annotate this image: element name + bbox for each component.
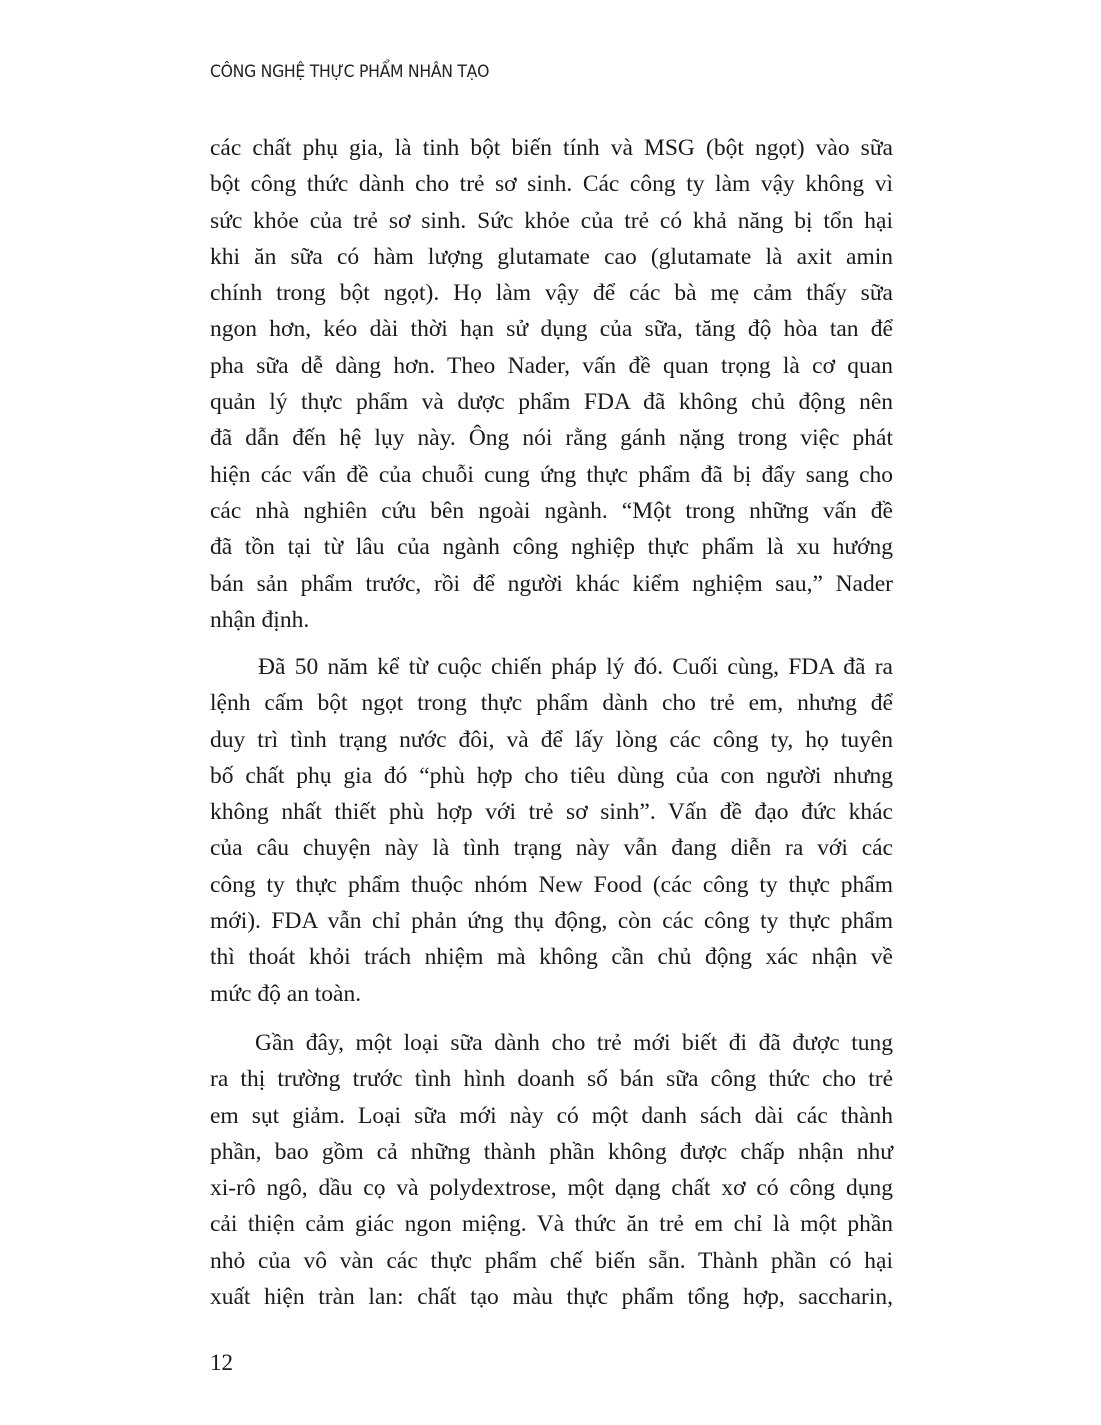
page-number: 12 xyxy=(210,1350,233,1375)
running-header-title: CÔNG NGHỆ THỰC PHẨM NHÂN TẠO xyxy=(210,62,490,82)
text-line: công ty thực phẩm thuộc nhóm New Food (các công ty thực phẩm xyxy=(210,871,893,898)
text-line: thì thoát khỏi trách nhiệm mà không cần chủ động xác nhận về xyxy=(210,944,893,971)
text-line: khi ăn sữa có hàm lượng glutamate cao (glutamate là axit amin xyxy=(210,243,893,270)
text-line: không nhất thiết phù hợp với trẻ sơ sinh”. Vấn đề đạo đức khác xyxy=(210,799,893,826)
text-line: nhỏ của vô vàn các thực phẩm chế biến sẵn. Thành phần có hại xyxy=(210,1247,893,1274)
text-line: xuất hiện tràn lan: chất tạo màu thực phẩm tổng hợp, saccharin, xyxy=(210,1284,893,1311)
paragraph-3 xyxy=(210,1025,893,1315)
paragraph-2 xyxy=(210,649,893,1012)
text-line: em sụt giảm. Loại sữa mới này có một danh sách dài các thành xyxy=(210,1102,893,1129)
text-line: các nhà nghiên cứu bên ngoài ngành. “Một trong những vấn đề xyxy=(210,497,893,524)
text-line: duy trì tình trạng nước đôi, và để lấy lòng các công ty, họ tuyên xyxy=(210,726,893,753)
text-line: lệnh cấm bột ngọt trong thực phẩm dành cho trẻ em, nhưng để xyxy=(210,690,893,717)
text-line: ra thị trường trước tình hình doanh số bán sữa công thức cho trẻ xyxy=(210,1066,893,1093)
text-line: pha sữa dễ dàng hơn. Theo Nader, vấn đề quan trọng là cơ quan xyxy=(210,352,893,379)
text-line: bố chất phụ gia đó “phù hợp cho tiêu dùng của con người nhưng xyxy=(210,762,893,789)
text-line: hiện các vấn đề của chuỗi cung ứng thực phẩm đã bị đẩy sang cho xyxy=(210,461,893,488)
text-line: mới). FDA vẫn chỉ phản ứng thụ động, còn các công ty thực phẩm xyxy=(210,908,893,935)
text-line: phần, bao gồm cả những thành phần không được chấp nhận như xyxy=(210,1138,893,1165)
text-line: bột công thức dành cho trẻ sơ sinh. Các công ty làm vậy không vì xyxy=(210,171,893,198)
text-line: xi-rô ngô, dầu cọ và polydextrose, một dạng chất xơ có công dụng xyxy=(210,1175,893,1202)
text-line: chính trong bột ngọt). Họ làm vậy để các bà mẹ cảm thấy sữa xyxy=(210,280,893,307)
text-line: Đã 50 năm kể từ cuộc chiến pháp lý đó. Cuối cùng, FDA đã ra xyxy=(258,654,893,680)
paragraph-1 xyxy=(210,130,893,638)
text-line: nhận định. xyxy=(210,606,310,633)
text-line: bán sản phẩm trước, rồi để người khác kiểm nghiệm sau,” Nader xyxy=(210,570,893,597)
text-line: các chất phụ gia, là tinh bột biến tính và MSG (bột ngọt) vào sữa xyxy=(210,135,893,161)
text-line: quản lý thực phẩm và dược phẩm FDA đã không chủ động nên xyxy=(210,389,893,416)
text-line: sức khỏe của trẻ sơ sinh. Sức khỏe của trẻ có khả năng bị tổn hại xyxy=(210,207,893,234)
text-line: mức độ an toàn. xyxy=(210,980,362,1007)
text-line: đã tồn tại từ lâu của ngành công nghiệp thực phẩm là xu hướng xyxy=(210,534,893,561)
text-line: cải thiện cảm giác ngon miệng. Và thức ăn trẻ em chỉ là một phần xyxy=(210,1211,893,1238)
text-line: Gần đây, một loại sữa dành cho trẻ mới biết đi đã được tung xyxy=(255,1030,893,1056)
text-line: của câu chuyện này là tình trạng này vẫn đang diễn ra với các xyxy=(210,835,893,862)
text-line: ngon hơn, kéo dài thời hạn sử dụng của sữa, tăng độ hòa tan để xyxy=(210,316,893,343)
text-line: đã dẫn đến hệ lụy này. Ông nói rằng gánh nặng trong việc phát xyxy=(210,425,893,452)
